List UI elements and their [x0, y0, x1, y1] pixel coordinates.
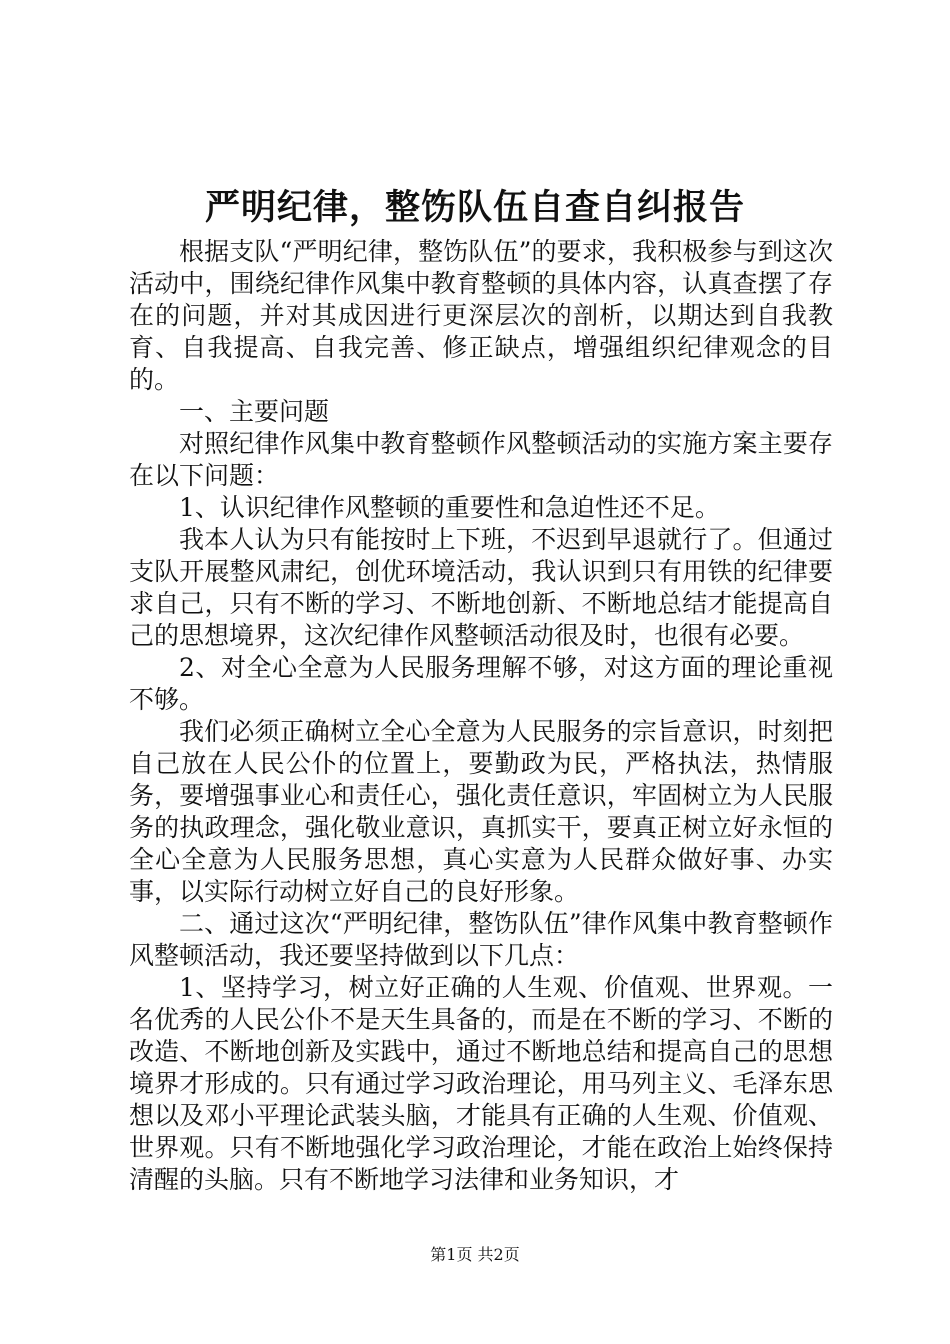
- list-item-heading: 1、认识纪律作风整顿的重要性和急迫性还不足。: [179, 493, 720, 522]
- paragraph: 1、坚持学习，树立好正确的人生观、价值观、世界观。一名优秀的人民公仆不是天生具备的，而是在不断的学习、不断的改造、不断地创新及实践中，通过不断地总结和提高自己的思想境界才形成的。只有通过学习政治理论，用马列主义、毛泽东思想以及邓小平理论武装头脑，才能具有正确的人生观、价值观、世界观。只有不断地强化学习政治理论，才能在政治上始终保持清醒的头脑。只有不断地学习法律和业务知识，才: [129, 973, 833, 1194]
- section-heading: 一、主要问题: [179, 397, 330, 426]
- paragraph: 根据支队“严明纪律，整饬队伍”的要求，我积极参与到这次活动中，围绕纪律作风集中教育整顿的具体内容，认真查摆了存在的问题，并对其成因进行更深层次的剖析，以期达到自我教育、自我提高、自我完善、修正缺点，增强组织纪律观念的目的。: [129, 237, 833, 394]
- list-item-heading: 2、对全心全意为人民服务理解不够，对这方面的理论重视不够。: [129, 653, 833, 714]
- section-heading: 二、通过这次“严明纪律，整饬队伍”律作风集中教育整顿作风整顿活动，我还要坚持做到以下几点：: [129, 909, 833, 970]
- page-number: 第1页 共2页: [430, 1245, 520, 1264]
- paragraph: 我本人认为只有能按时上下班，不迟到早退就行了。但通过支队开展整风肃纪，创优环境活动，我认识到只有用铁的纪律要求自己，只有不断的学习、不断地创新、不断地总结才能提高自己的思想境界，这次纪律作风整顿活动很及时，也很有必要。: [129, 525, 833, 650]
- document-body: [129, 236, 833, 1196]
- paragraph: 我们必须正确树立全心全意为人民服务的宗旨意识，时刻把自己放在人民公仆的位置上，要勤政为民，严格执法，热情服务，要增强事业心和责任心，强化责任意识，牢固树立为人民服务的执政理念，强化敬业意识，真抓实干，要真正树立好永恒的全心全意为人民服务思想，真心实意为人民群众做好事、办实事，以实际行动树立好自己的良好形象。: [129, 717, 833, 906]
- paragraph: 对照纪律作风集中教育整顿作风整顿活动的实施方案主要存在以下问题：: [129, 429, 833, 490]
- document-title: 严明纪律，整饬队伍自查自纠报告: [204, 187, 745, 228]
